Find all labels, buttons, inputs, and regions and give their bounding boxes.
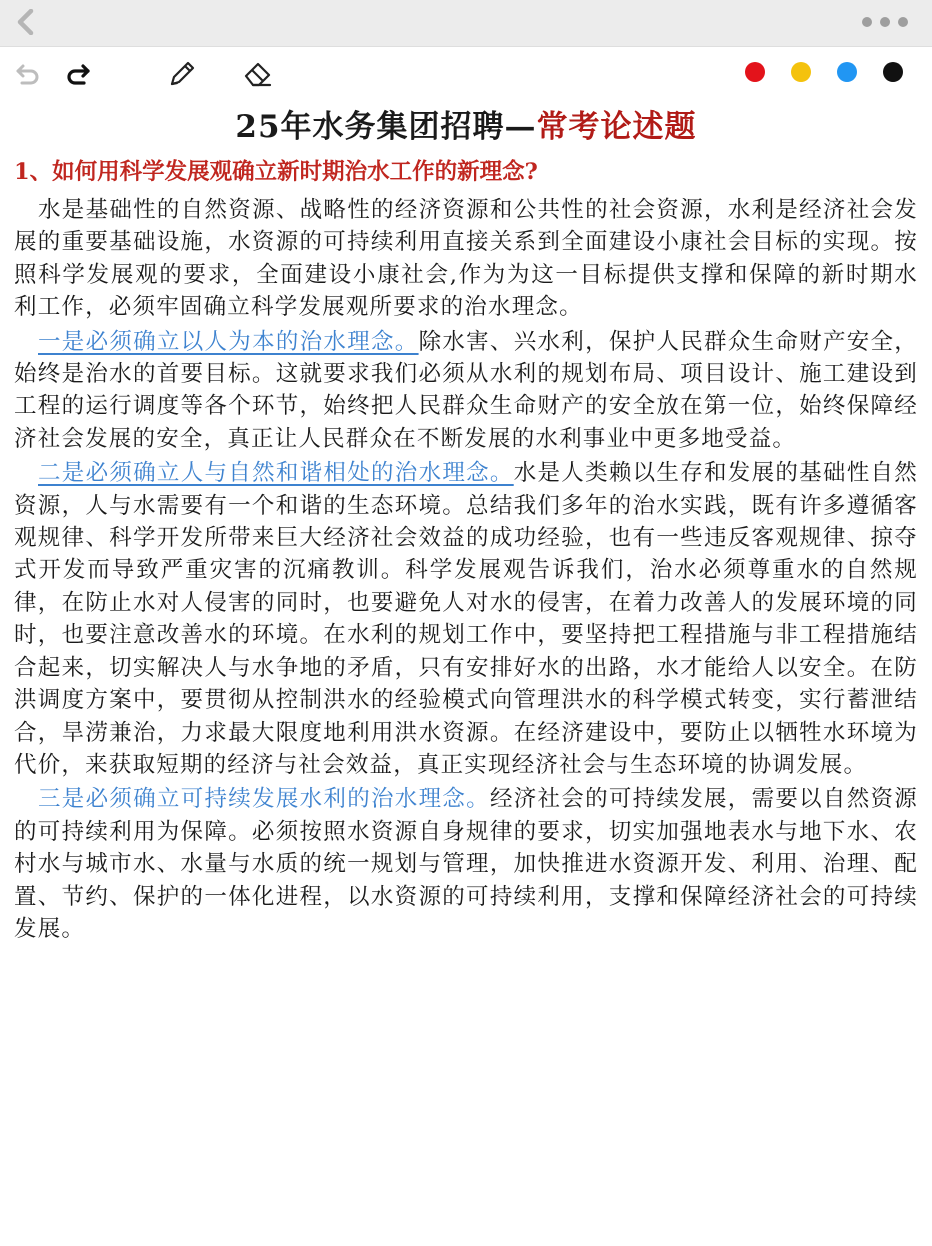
point-2-body: 水是人类赖以生存和发展的基础性自然资源，人与水需要有一个和谐的生态环境。总结我们多年的治水实践，既有许多遵循客观规律、科学开发所带来巨大经济社会效益的成功经验，也有一些违反客观规律、掠夺式开发而导致严重灾害的沉痛教训。科学发展观告诉我们，治水必须尊重水的自然规律，在防止水对人侵害的同时，也要避免人对水的侵害，在着力改善人的发展环境的同时，也要注意改善水的环境。在水利的规划工作中，要坚持把工程措施与非工程措施结合起来，切实解决人与水争地的矛盾，只有安排好水的出路，水才能给人以安全。在防洪调度方案中，要贯彻从控制洪水的经验模式向管理洪水的科学模式转变，实行蓄泄结合，旱涝兼治，力求最大限度地利用洪水资源。在经济建设中，要防止以牺牲水环境为代价，来获取短期的经济与社会效益，真正实现经济社会与生态环境的协调发展。 [14,460,918,778]
back-button[interactable] [10,6,42,38]
point-1-paragraph [14,326,918,456]
point-3-body: 经济社会的可持续发展，需要以自然资源的可持续利用为保障。必须按照水资源自身规律的要求，切实加强地表水与地下水、农村水与城市水、水量与水质的统一规划与管理，加快推进水资源开发、利用、治理、配置、节约、保护的一体化进程，以水资源的可持续利用，支撑和保障经济社会的可持续发展。 [14,786,918,942]
top-nav-bar [0,0,932,47]
eraser-tool-button[interactable] [240,56,276,92]
undo-icon [14,62,42,86]
point-3-heading: 三是必须确立可持续发展水利的治水理念。 [38,786,490,813]
point-2-paragraph [14,457,918,781]
point-1-heading: 一是必须确立以人为本的治水理念。 [38,328,419,355]
point-3-paragraph [14,783,918,945]
document-body [14,104,918,945]
point-1-body: 除水害、兴水利，保护人民群众生命财产安全，始终是治水的首要目标。这就要求我们必须从水利的规划布局、项目设计、施工建设到工程的运行调度等各个环节，始终把人民群众生命财产的安全放在第一位，始终保障经济社会发展的安全，真正让人民群众在不断发展的水利事业中更多地受益。 [14,328,918,452]
more-options-button[interactable] [862,12,908,32]
pen-tool-button[interactable] [164,56,200,92]
title-prefix: 25年水务集团招聘— [235,109,537,145]
chevron-left-icon [15,9,37,35]
redo-icon [64,62,92,86]
question-heading: 1、如何用科学发展观确立新时期治水工作的新理念? [14,159,538,185]
eraser-icon [242,58,274,90]
intro-paragraph: 水是基础性的自然资源、战略性的经济资源和公共性的社会资源，水利是经济社会发展的重要基础设施，水资源的可持续利用直接关系到全面建设小康社会目标的实现。按照科学发展观的要求，全面建设小康社会,作为为这一目标提供支撑和保障的新时期水利工作，必须牢固确立科学发展观所要求的治水理念。 [14,197,918,321]
title-highlight: 常考论述题 [536,109,697,145]
undo-button[interactable] [10,56,46,92]
color-swatch-blue[interactable] [837,62,857,82]
page-title [14,104,918,150]
more-dot [862,17,872,27]
color-swatch-black[interactable] [883,62,903,82]
pencil-icon [166,58,198,90]
redo-button[interactable] [60,56,96,92]
point-2-heading: 二是必须确立人与自然和谐相处的治水理念。 [38,460,514,487]
color-swatch-red[interactable] [745,62,765,82]
color-swatch-yellow[interactable] [791,62,811,82]
more-dot [898,17,908,27]
more-dot [880,17,890,27]
